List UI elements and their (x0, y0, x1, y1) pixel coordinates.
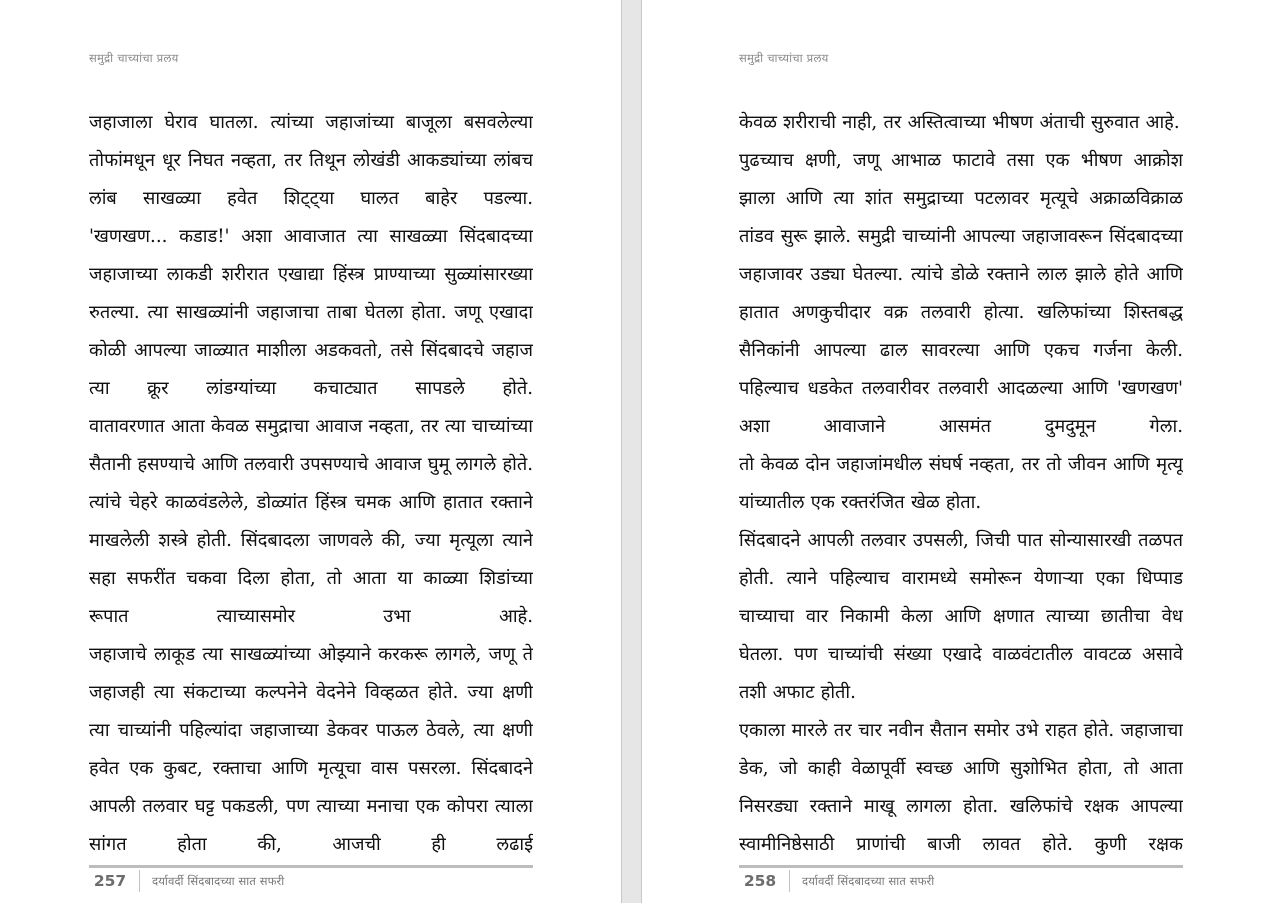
paragraph: वातावरणात आता केवळ समुद्राचा आवाज नव्हता, तर त्या चाच्यांच्या सैतानी हसण्याचे आणि तलवारी उपसण्याचे आवाज घुमू लागले होते. त्यांचे चेहरे काळवंडलेले, डोळ्यांत हिंस्त्र चमक आणि हातात रक्ताने माखलेली शस्त्रे होती. सिंदबादला जाणवले की, ज्या मृत्यूला त्याने सहा सफरींत चकवा दिला होता, तो आता या काळ्या शिडांच्या रूपात त्याच्यासमोर उभा आहे. (89, 416, 533, 627)
paragraph: केवळ शरीराची नाही, तर अस्तित्वाच्या भीषण अंताची सुरुवात आहे. (739, 112, 1180, 133)
paragraph: पुढच्याच क्षणी, जणू आभाळ फाटावे तसा एक भीषण आक्रोश झाला आणि त्या शांत समुद्राच्या पटलावर मृत्यूचे अक्राळविक्राळ तांडव सुरू झाले. समुद्री चाच्यांनी आपल्या जहाजावरून सिंदबादच्या जहाजावर उड्या घेतल्या. त्यांचे डोळे रक्ताने लाल झाले होते आणि हातात अणकुचीदार वक्र तलवारी होत्या. खलिफांच्या शिस्तबद्ध सैनिकांनी आपल्या ढाल सावरल्या आणि एकच गर्जना केली. पहिल्याच धडकेत तलवारीवर तलवारी आदळल्या आणि 'खणखण' अशा आवाजाने आसमंत दुमदुमून गेला. (739, 150, 1183, 437)
paragraph: जहाजाचे लाकूड त्या साखळ्यांच्या ओझ्याने करकरू लागले, जणू ते जहाजही त्या संकटाच्या कल्पनेने वेदनेने विव्हळत होते. ज्या क्षणी त्या चाच्यांनी पहिल्यांदा जहाजाच्या डेकवर पाऊल ठेवले, त्या क्षणी हवेत एक कुबट, रक्ताचा आणि मृत्यूचा वास पसरला. सिंदबादने आपली तलवार घट्ट पकडली, पण त्याच्या मनाचा एक कोपरा त्याला सांगत होता की, आजची ही लढाई (89, 644, 533, 855)
footer-content (739, 868, 1183, 894)
paragraph: एकाला मारले तर चार नवीन सैतान समोर उभे राहत होते. जहाजाचा डेक, जो काही वेळापूर्वी स्वच्छ आणि सुशोभित होता, तो आता निसरड्या रक्ताने माखू लागला होता. खलिफांचे रक्षक आपल्या स्वामीनिष्ठेसाठी प्राणांची बाजी लावत होते. कुणी रक्षक (739, 720, 1183, 855)
page-right-body (739, 104, 1183, 903)
footer-content (89, 868, 533, 894)
footer-book-title-right: दर्यावर्दी सिंदबादच्या सात सफरी (802, 873, 935, 888)
running-head-left: समुद्री चाच्यांचा प्रलय (89, 51, 179, 65)
page-right (642, 0, 1265, 903)
page-left-body (89, 104, 533, 903)
page-number-left: 257 (93, 872, 127, 890)
page-gutter (621, 0, 642, 903)
running-head-right: समुद्री चाच्यांचा प्रलय (739, 51, 829, 65)
paragraph: तो केवळ दोन जहाजांमधील संघर्ष नव्हता, तर तो जीवन आणि मृत्यू यांच्यातील एक रक्तरंजित खेळ होता. (739, 454, 1183, 513)
page-footer-right (642, 865, 1265, 895)
footer-book-title-left: दर्यावर्दी सिंदबादच्या सात सफरी (152, 873, 285, 888)
page-left (0, 0, 621, 903)
paragraph: सिंदबादने आपली तलवार उपसली, जिची पात सोन्यासारखी तळपत होती. त्याने पहिल्याच वारामध्ये समोरून येणाऱ्या एका धिप्पाड चाच्याचा वार निकामी केला आणि क्षणात त्याच्या छातीचा वेध घेतला. पण चाच्यांची संख्या एखादे वाळवंटातील वावटळ असावे तशी अफाट होती. (739, 530, 1183, 703)
paragraph: 'खणखण... कडाड!' अशा आवाजात त्या साखळ्या सिंदबादच्या जहाजाच्या लाकडी शरीरात एखाद्या हिंस्त्र प्राण्याच्या सुळ्यांसारख्या रुतल्या. त्या साखळ्यांनी जहाजाचा ताबा घेतला होता. जणू एखादा कोळी आपल्या जाळ्यात माशीला अडकवतो, तसे सिंदबादचे जहाज त्या क्रूर लांडग्यांच्या कचाट्यात सापडले होते. (89, 226, 533, 399)
paragraph: जहाजाला घेराव घातला. त्यांच्या जहाजांच्या बाजूला बसवलेल्या तोफांमधून धूर निघत नव्हता, तर तिथून लोखंडी आकड्यांच्या लांबच लांब साखळ्या हवेत शिट्ट्या घालत बाहेर पडल्या. (89, 112, 533, 209)
page-number-right: 258 (743, 872, 777, 890)
page-footer-left (0, 865, 621, 895)
